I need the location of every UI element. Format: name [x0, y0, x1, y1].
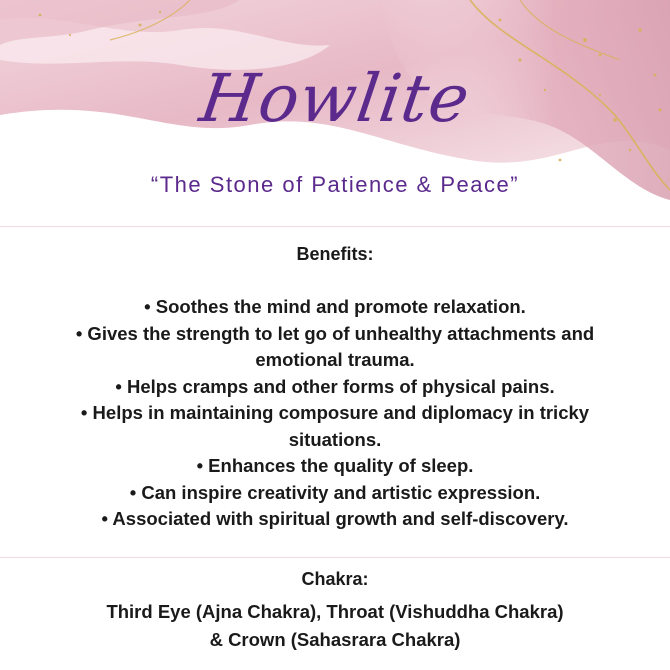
chakra-line: Third Eye (Ajna Chakra), Throat (Vishuddha Chakra) — [106, 601, 564, 622]
chakra-text — [0, 598, 670, 654]
chakra-heading: Chakra: — [301, 569, 369, 589]
list-item: • Helps in maintaining composure and diplomacy in tricky situations. — [80, 402, 590, 450]
list-item: • Enhances the quality of sleep. — [196, 455, 474, 476]
divider — [0, 557, 670, 558]
page-title: Howlite — [195, 60, 475, 137]
subtitle: “The Stone of Patience & Peace” — [150, 172, 520, 197]
list-item: • Helps cramps and other forms of physical pains. — [115, 375, 555, 397]
chakra-line: & Crown (Sahasrara Chakra) — [209, 629, 461, 650]
list-item: • Gives the strength to let go of unhealthy attachments and emotional trauma. — [75, 322, 595, 370]
watercolor-header — [0, 0, 670, 226]
list-item: • Can inspire creativity and artistic expression. — [129, 481, 541, 503]
benefits-list — [0, 294, 670, 533]
divider — [0, 226, 670, 227]
list-item: • Soothes the mind and promote relaxation. — [144, 296, 526, 317]
list-item: • Associated with spiritual growth and self-discovery. — [101, 508, 569, 529]
benefits-heading: Benefits: — [296, 244, 374, 264]
